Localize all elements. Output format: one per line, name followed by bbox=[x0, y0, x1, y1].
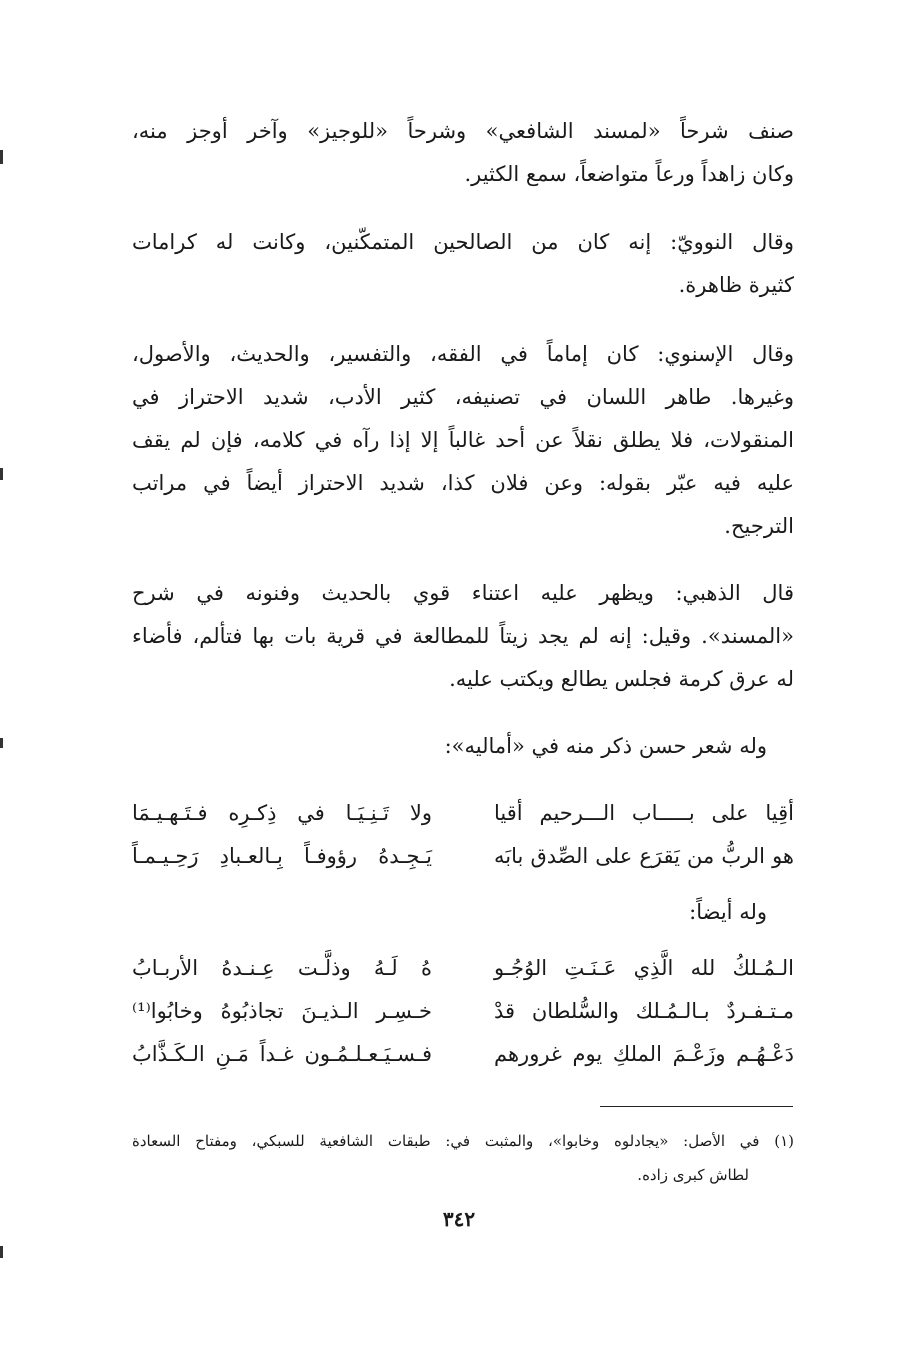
text-line: «المسند». وقيل: إنه لم يجد زيتاً للمطالعة في قرية بات بها فتألم، فأضاء bbox=[132, 624, 794, 648]
text-line: وقال النوويّ: إنه كان من الصالحين المتمكّنين، وكانت له كرامات bbox=[132, 230, 794, 254]
footnote bbox=[132, 1124, 794, 1192]
text-line: وغيرها. طاهر اللسان في تصنيفه، كثير الأدب، شديد الاحتراز في bbox=[132, 385, 794, 409]
footnote-line: (١) في الأصل: «يجادلوه وخابوا»، والمثبت في: طبقات الشافعية للسبكي، ومفتاح السعادة bbox=[132, 1132, 794, 1150]
verse-first-hemistich: الـمُـلكُ لله الَّذِي عَـنَـتِ الوُجُـو bbox=[494, 956, 794, 980]
verse-first-hemistich: أقِيا على بـــــاب الـــرحيم أقيا bbox=[494, 801, 794, 825]
footnote-divider bbox=[600, 1106, 793, 1107]
paragraph bbox=[132, 221, 794, 307]
paragraph bbox=[132, 333, 794, 548]
verse-second-hemistich: يَـجِـدهُ رؤوفـاً بِـالعـبادِ رَحِـيـمـاً bbox=[132, 844, 432, 868]
text-line: عليه فيه عبّر بقوله: وعن فلان كذا، شديد الاحتراز أيضاً في مراتب bbox=[132, 471, 794, 495]
text-line: وقال الإسنوي: كان إماماً في الفقه، والتفسير، والحديث، والأصول، bbox=[132, 342, 794, 366]
scan-edge-mark bbox=[0, 150, 3, 164]
page-number: ٣٤٢ bbox=[442, 1207, 476, 1231]
verse-second-hemistich: فـسـيَـعـلـمُـون غـداً مَـنِ الـكَـذَّابُ bbox=[132, 1042, 432, 1066]
scan-edge-mark bbox=[0, 1246, 3, 1258]
poem-intro: وله أيضاً: bbox=[689, 900, 767, 924]
text-line: له عرق كرمة فجلس يطالع ويكتب عليه. bbox=[449, 667, 794, 691]
verse-first-hemistich: مـتـفـردٌ بـالـمُـلك والسُّلطان قدْ bbox=[494, 999, 794, 1023]
text-line: كثيرة ظاهرة. bbox=[678, 273, 794, 297]
verse-row bbox=[132, 990, 794, 1033]
scan-edge-mark bbox=[0, 468, 3, 480]
text-line: صنف شرحاً «لمسند الشافعي» وشرحاً «للوجيز» وآخر أوجز منه، bbox=[132, 119, 794, 143]
verse-row bbox=[132, 947, 794, 990]
text-line: المنقولات، فلا يطلق نقلاً عن أحد غالباً إلا إذا رآه في كلامه، فإن لم يقف bbox=[132, 428, 794, 452]
poem-intro: وله شعر حسن ذكر منه في «أماليه»: bbox=[444, 734, 767, 758]
footnote-line: لطاش كبرى زاده. bbox=[637, 1166, 749, 1184]
scan-edge-mark bbox=[0, 738, 3, 748]
verse-row bbox=[132, 835, 794, 878]
verse-second-hemistich: خـسِـر الـذيـنَ تجاذبُوهُ وخابُوا⁽¹⁾ bbox=[132, 999, 432, 1023]
text-line: قال الذهبي: ويظهر عليه اعتناء قوي بالحديث وفنونه في شرح bbox=[132, 581, 794, 605]
text-line: وكان زاهداً ورعاً متواضعاً، سمع الكثير. bbox=[464, 162, 794, 186]
verse-row bbox=[132, 792, 794, 835]
paragraph bbox=[132, 110, 794, 196]
paragraph bbox=[132, 572, 794, 701]
verse-second-hemistich: ولا تَـنِـيَـا في ذِكـرِه فـتَـهـيـمَا bbox=[132, 801, 432, 825]
verse-first-hemistich: هو الربُّ من يَقرَع على الصِّدق بابَه bbox=[494, 844, 794, 868]
verse-first-hemistich: دَعْـهُـم وزَعْـمَ الملكِ يوم غرورهم bbox=[494, 1042, 794, 1066]
verse-row bbox=[132, 1033, 794, 1076]
verse-second-hemistich: هُ لَـهُ وذلَّـت عِـنـدهُ الأربـابُ bbox=[132, 956, 432, 980]
text-line: الترجيح. bbox=[724, 514, 794, 538]
